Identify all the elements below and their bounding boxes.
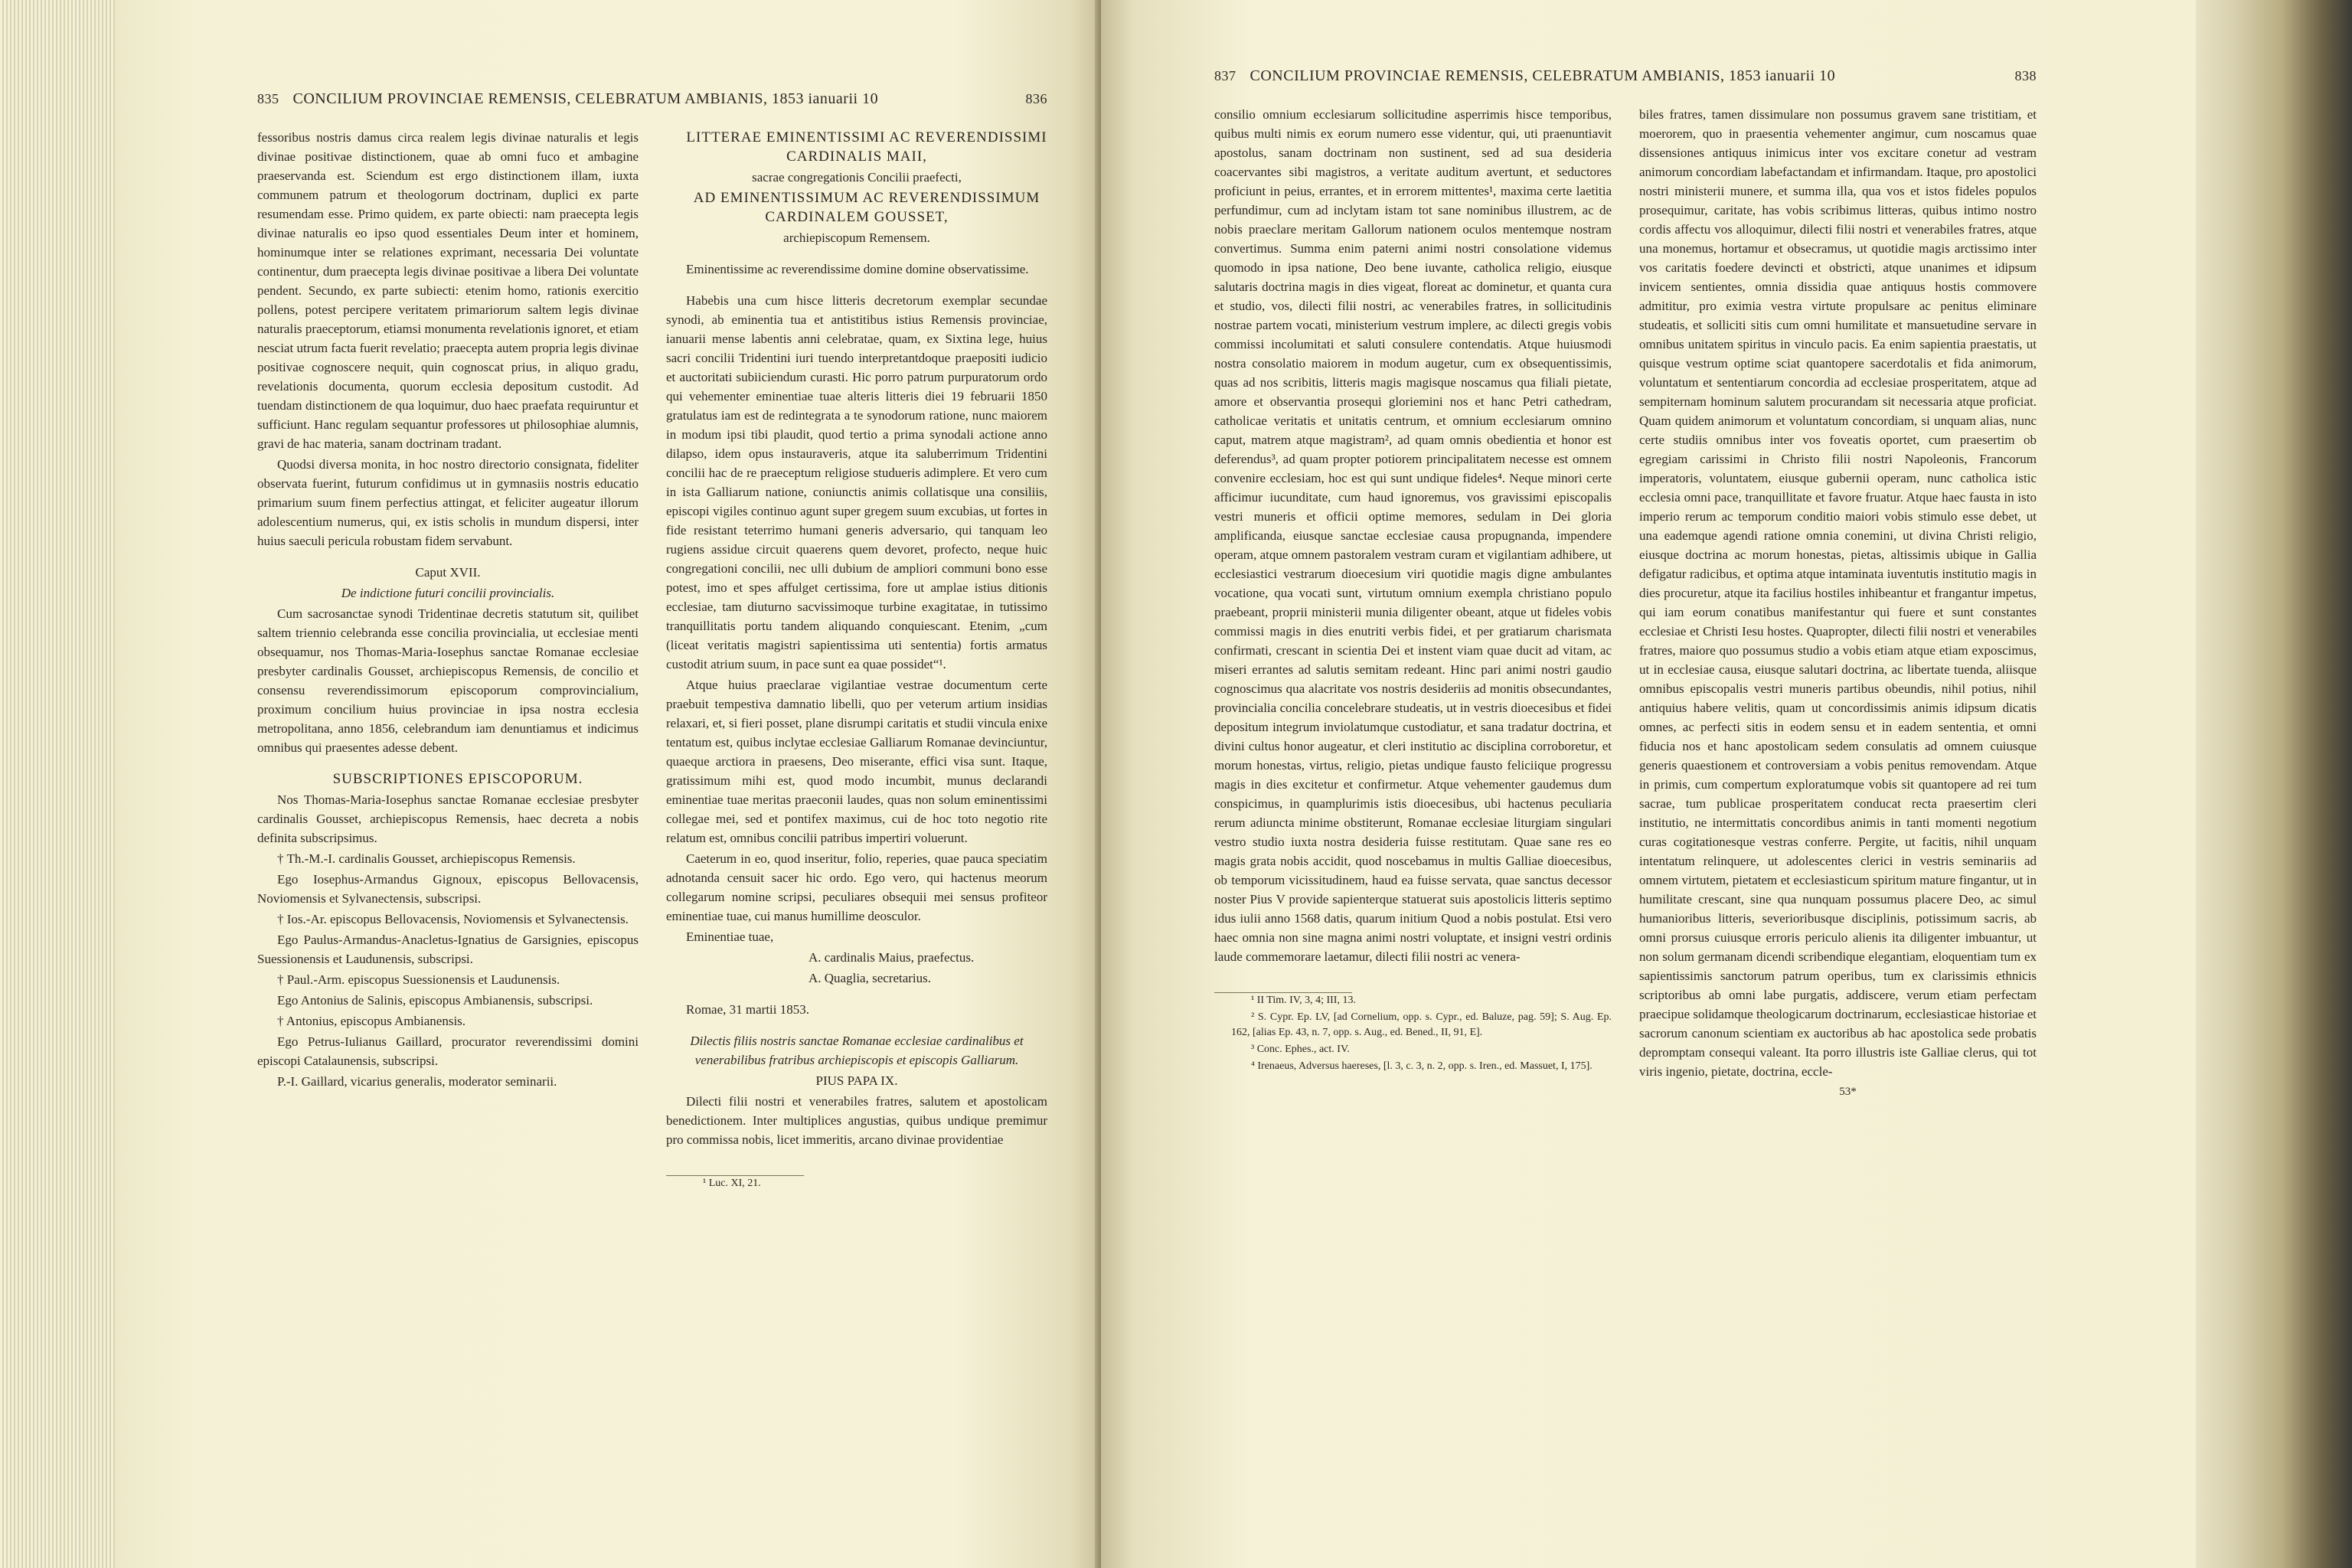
signature: † Th.-M.-I. cardinalis Gousset, archiepiscopus Remensis. xyxy=(277,851,576,866)
paragraph: consilio omnium ecclesiarum sollicitudine asperrimis hisce temporibus, quibus multi nimis ex eorum numero esse videntur, qui, uti praenuntiavit apostolus, sanam doctrinam non sustinent, sed ad sua desideria coacervantes sibi magistros, a veritate auditum avertunt, et seductores proficiunt in peius, errantes, et in errorem mittentes¹, maxima certe laetitia perfundimur, cum ad inclytam istam tot sane nominibus illustrem, ac de nobis praeclare meritam Gallorum nationem oculos mentemque nostram convertimus. Summa enim paterni animi nostri consolatione videmus quomodo in ipsa natione, Deo bene iuvante, catholica religio, eiusque salutaris doctrina magis in dies vigeat, floreat ac dominetur, et quanta cura et studio, vos, dilecti filii nostri, ac venerabiles fratres, in sollicitudinis nostrae partem vocati, ministerium vestrum implere, ac dilecti gregis vobis commissi incolumitati et saluti consulere contendatis. Atque huiusmodi nostra consolatio maiorem in modum augetur, cum ex obsequentissimis, quas ad nos scribitis, litteris magis magisque noscamus qua filiali pietate, amore et observantia prosequi gloriemini nos et hanc Petri cathedram, catholicae veritatis et unitatis centrum, et omnium ecclesiarum omnino caput, matrem atque magistram², ad quam omnis obedientia et honor est deferendus³, ad quam propter potiorem principalitatem necesse est omnem convenire ecclesiam, hoc est qui sunt undique fideles⁴. Neque minori certe afficimur iucunditate, cum haud ignoremus, vos gravissimi episcopalis vestri muneris et officii optime memores, sedulam in Dei gloria amplificanda, eiusque sanctae ecclesiae causa propugnanda, impendere operam, atque omnem pastoralem vestram curam et vigilantiam adhibere, ut ecclesiastici vestrarum dioecesium viri quotidie magis digne ambulantes vocatione, qua vocati sunt, virtutum omnium exempla christiano populo praebeant, proprii ministerii munia diligenter obeant, atque ut fideles vobis commissi magis in dies enutriti verbis fidei, et per gratiarum charismata confirmati, crescant in scientia Dei et instent viam quae ducit ad vitam, ac miseri errantes ad salutis semitam redeant. Hinc pari animi nostri gaudio cognoscimus qua alacritate vos nostris desideriis ad monitis obsecundantes, provincialia concilia concelebrare studeatis, ut in vestris dioecesibus et fidei depositum integrum inviolatumque custodiatur, et sana tradatur doctrina, et divini cultus honor augeatur, et cleri institutio ac disciplina corroboretur, et morum honestas, virtus, religio, pietas undique fausto feliciique progressu magis in dies excitetur et confirmetur. Atque vehementer gaudemus dum conspicimus, in quamplurimis istis dioecesibus, ubi hactenus peculiaria rerum adiuncta minime obstiterunt, Romanae ecclesiae liturgiam singulari vestro studio iuxta nostra desideria fuisse restitutam. Quae sane res eo magis grata nobis accidit, quod noscebamus in multis Galliae dioecesibus, ob temporum vicissitudinem, haud ea fuisse servata, quae sanctus decessor noster Pius V provide sapienterque statuerat suis apostolicis litteris septimo idus iulii anno 1568 datis, quarum initium Quod a nobis postulat. Etsi vero haec omnia non sine magna animi nostri voluptate, et insigni vestri ordinis laude commemorare laetamur, dilecti filii nostri ac venera- xyxy=(1214,107,1612,964)
paragraph: Ego Iosephus-Armandus Gignoux, episcopus Bellovacensis, Noviomensis et Sylvanectensis, subscripsi. xyxy=(257,872,639,906)
page-edges-left xyxy=(0,0,115,1568)
page-number: 838 xyxy=(2014,68,2037,83)
running-title: CONCILIUM PROVINCIAE REMENSIS, CELEBRATUM AMBIANIS, 1853 ianuarii 10 xyxy=(1250,67,1836,84)
column-1 xyxy=(257,128,639,1193)
column-2 xyxy=(1639,105,2037,1103)
running-head-right xyxy=(1214,67,2037,85)
chapter-subheading: De indictione futuri concilii provincialis. xyxy=(341,586,555,600)
footnote: ² S. Cypr. Ep. LV, [ad Cornelium, opp. s. Cypr., ed. Baluze, pag. 59]; S. Aug. Ep. 162, [alias Ep. 43, n. 7, opp. s. Aug., ed. Bened., II, 91, E]. xyxy=(1231,1011,1612,1038)
chapter-heading: Caput XVII. xyxy=(415,565,481,580)
two-column-text xyxy=(1214,105,2037,1103)
page-number: 835 xyxy=(257,91,279,106)
closing: Eminentiae tuae, xyxy=(686,929,774,944)
column-2 xyxy=(666,128,1047,1193)
paragraph: Ego Antonius de Salinis, episcopus Ambianensis, subscripsi. xyxy=(277,993,593,1008)
signature-mark: 53* xyxy=(1839,1086,1857,1098)
page-number: 837 xyxy=(1214,68,1236,83)
signature: † Paul.-Arm. episcopus Suessionensis et Laudunensis. xyxy=(277,972,560,987)
letter-subheading: archiepiscopum Remensem. xyxy=(783,230,930,245)
paragraph: Cum sacrosanctae synodi Tridentinae decretis statutum sit, quilibet saltem triennio celebranda esse concilia provincialia, ut ecclesiae menti obsequamur, nos Thomas-Maria-Iosephus sanctae Romanae ecclesiae presbyter cardinalis Gousset, archiepiscopus Remensis, de concilio et consensu reverendissimorum episcoporum comprovincialium, proximum concilium huius provinciae in ipsa nostra ecclesia metropolitana, anno 1856, celebrandum iam denuntiamus et indicimus omnibus qui praesentes adesse debent. xyxy=(257,606,639,755)
dedication: Dilectis filiis nostris sanctae Romanae ecclesiae cardinalibus et venerabilibus fratribus archiepiscopis et episcopis Galliarum. xyxy=(690,1034,1024,1067)
letter-heading: LITTERAE EMINENTISSIMI AC REVERENDISSIMI CARDINALIS MAII, xyxy=(686,129,1047,165)
paragraph: Nos Thomas-Maria-Iosephus sanctae Romanae ecclesiae presbyter cardinalis Gousset, archiepiscopus Remensis, haec decreta a nobis definita subscripsimus. xyxy=(257,792,639,845)
left-page xyxy=(115,0,1101,1568)
column-1 xyxy=(1214,105,1612,1103)
footnote: ⁴ Irenaeus, Adversus haereses, [l. 3, c. 3, n. 2, opp. s. Iren., ed. Massuet, I, 175]. xyxy=(1251,1060,1592,1072)
right-page xyxy=(1101,0,2196,1568)
letter-heading: AD EMINENTISSIMUM AC REVERENDISSIMUM CARDINALEM GOUSSET, xyxy=(693,190,1040,225)
footnote: ³ Conc. Ephes., act. IV. xyxy=(1251,1044,1350,1055)
paragraph: biles fratres, tamen dissimulare non possumus gravem sane tristitiam, et moerorem, quo in praesentia vehementer angimur, cum noscamus quae dissensiones antiquus inimicus inter vos excitare conetur ad vestram animorum concordiam labefactandam et infirmandam. Itaque, pro apostolici nostri ministerii munere, et summa illa, qua vos et istos fideles populos prosequimur, caritate, has vobis scribimus litteras, quibus intimo nostro cordis affectu vos alloquimur, dilecti filii nostri et venerabiles fratres, atque una monemus, hortamur et obsecramus, ut quotidie magis arctissimo inter vos caritatis foedere devincti et obstricti, atque unanimes et idipsum invicem sentientes, omnia dissidia quae antiquus hostis commovere admititur, pro eximia vestra virtute propulsare ac penitus eliminare studeatis, et solliciti sitis cum omni humilitate et mansuetudine servare in omnibus unitatem spiritus in vinculo pacis. Ea enim sapientia praestatis, ut quisque vestrum optime sciat quantopere sacerdotalis et fida animorum, voluntatum et sententiarum concordia ad ecclesiae prosperitatem, atque ad sempiternam hominum salutem procurandam sit necessaria atque proficiat. Quam quidem animorum et voluntatum concordiam, si unquam alias, nunc certe studiis omnibus inter vos foveatis oportet, cum praesertim ob egregiam carissimi in Christo filii nostri Napoleonis, Francorum imperatoris, voluntatem, eiusque gubernii operam, nunc catholica istic ecclesia omni pace, tranquillitate et favore fruatur. Atque haec fausta in isto imperio rerum ac temporum conditio maiori vobis stimulo esse debet, ut una eademque agendi ratione omnia conemini, ut divina Christi religio, eiusque doctrina ac morum honestas, pietas, altissimis ubique in Gallia defigatur radicibus, et optima atque intaminata iuventutis institutio magis in dies procuretur, atque ita facilius hostiles inhibeantur et frangantur impetus, qui iam eorum conatibus manifestantur qui fuere et sunt constantes ecclesiae et Christi Iesu hostes. Quapropter, dilecti filii nostri et venerabiles fratres, maiore quo possumus studio a vobis etiam atque etiam exposcimus, ut in ecclesiae causa, eiusque salutari doctrina, ac libertate tuenda, aliisque omnibus episcopalis vestri muneris partibus obeundis, nihil potius, nihil antiquius habere velitis, quam ut concordissimis animis idipsum dicatis omnes, ac perfecti sitis in eodem sensu et in eadem sententia, et omni fiducia nos et hanc apostolicam sedem consulatis ad omnem cuiusque generis quaestionem et controversiam a vobis penitus removendam. Atque in primis, cum compertum exploratumque vobis sit quantopere ad rei tum sacrae, tum publicae prosperitatem conducat recta praesertim cleri institutio, ne intermittatis concordibus animis in tanti momenti negotium curas cogitationesque vestras conferre. Pergite, ut facitis, nihil unquam intentatum relinquere, ut adolescentes clerici in vestris seminariis ad omnem virtutem, pietatem et ecclesiasticum spiritum mature fingantur, ut in humilitate crescant, sine qua nunquam possumus placere Deo, ac simul humanioribus litteris, severioribusque disciplinis, potissimum sacris, ab omni prorsus cuiusque erroris periculo alienis ita diligenter imbuantur, ut non solum germanam dicendi scribendique elegantiam, eloquentiam tum ex sapientissimis sanctorum patrum operibus, tum ex clarissimis ethnicis scriptoribus ab omni labe purgatis, addiscere, verum etiam perfectam praecipue solidamque theologicarum doctrinarum, ecclesiasticae historiae et sacrorum canonum scientiam ex auctoribus ab hac apostolica sede probatis depromptam consequi valeant. Ita porro illustris iste Galliae clerus, qui tot viris ingenio, pietate, doctrina, eccle- xyxy=(1639,107,2037,1079)
letter-subheading: sacrae congregationis Concilii praefecti, xyxy=(752,170,962,185)
signature: † Antonius, episcopus Ambianensis. xyxy=(277,1014,466,1028)
footnote: ¹ Luc. XI, 21. xyxy=(703,1178,761,1189)
date-line: Romae, 31 martii 1853. xyxy=(686,1002,810,1017)
signature: P.-I. Gaillard, vicarius generalis, moderator seminarii. xyxy=(277,1074,557,1089)
running-title: CONCILIUM PROVINCIAE REMENSIS, CELEBRATUM AMBIANIS, 1853 ianuarii 10 xyxy=(292,90,879,107)
paragraph: fessoribus nostris damus circa realem legis divinae naturalis et legis divinae positivae distinctionem, quae ab omni fuco et ambagine praeservanda est. Sciendum est ergo distinctionem illam, iuxta communem patrum et theologorum doctrinam, duplici ex parte resumendam esse. Primo quidem, ex parte obiecti: nam praecepta legis divinae naturalis eo ipso quod essentiales Deum inter et hominem, hominumque inter se relationes exprimant, necessaria Dei voluntate continentur, dum praecepta legis divinae positivae a libera Dei voluntate pendent. Secundo, ex parte subiecti: etenim homo, rationis exercitio pollens, potest percipere veritatem primariorum saltem legis divinae naturalis praeceptorum, etiamsi monumenta revelationis ignoret, et etiam nesciat utrum facta fuerit revelatio; praecepta autem propria legis divinae positivae cognoscere nequit, quin cognoscat prius, in aliquo gradu, revelationis documenta, quorum ecclesia depositum custodit. Ad tuendam distinctionem de qua loquimur, duo haec praefata requiruntur et sufficiunt. Hanc regulam sequantur professores ut philosophiae alumnis, gravi de hac materia, sanam doctrinam tradant. xyxy=(257,130,639,451)
section-heading: SUBSCRIPTIONES EPISCOPORUM. xyxy=(332,771,583,787)
paragraph: Ego Petrus-Iulianus Gaillard, procurator reverendissimi domini episcopi Catalaunensis, subscripsi. xyxy=(257,1034,639,1068)
footnote: ¹ II Tim. IV, 3, 4; III, 13. xyxy=(1251,995,1356,1006)
paragraph: Dilecti filii nostri et venerabiles fratres, salutem et apostolicam benedictionem. Inter multiplices angustias, quibus undique premimur pro commissa nobis, licet immeritis, arcano divinae providentiae xyxy=(666,1094,1047,1147)
pope-heading: PIUS PAPA IX. xyxy=(815,1073,898,1088)
two-column-text xyxy=(257,128,1047,1193)
salutation: Eminentissime ac reverendissime domine domine observatissime. xyxy=(686,262,1029,276)
running-head-left xyxy=(257,90,1047,108)
paragraph: Atque huius praeclarae vigilantiae vestrae documentum certe praebuit tempestiva damnatio libelli, quo per veterum artium insidias relaxari, et, si fieri posset, plane disrumpi caritatis et studii vincula enixe tentatum est, quibus inclytae ecclesiae Galliarum Romanae devinciuntur, quaeque arctiora in praesens, Deo miserante, effici visa sunt. Itaque, gratissimum mihi est, quod modo incumbit, munus declarandi eminentiae tuae meritas praeconii laudes, quas non solum eminentissimi collegae mei, sed et pontifex maximus, cui de hoc toto negotio rite relatum est, omnibus concilii patribus impertiri voluerunt. xyxy=(666,678,1047,845)
page-edges-right xyxy=(2196,0,2352,1568)
closing-signature: A. cardinalis Maius, praefectus. xyxy=(808,950,975,965)
signature: † Ios.-Ar. episcopus Bellovacensis, Noviomensis et Sylvanectensis. xyxy=(277,912,629,926)
paragraph: Habebis una cum hisce litteris decretorum exemplar secundae synodi, ab eminentia tua et antistitibus istius Remensis provinciae, ianuarii mense labentis anni celebratae, quam, ex Sixtina lege, huius sacri concilii Tridentini iuri tuendo interpretantdoque praepositi iudicio et auctoritati subiiciendum curasti. Hic porro patrum purpuratorum ordo qui vehementer eminentiae tuae alteris litteris diei 19 februarii 1850 gratulatus iam est de redintegrata a te synodorum ratione, nunc maiorem in modum ipsi tibi plaudit, quod tertio a prima synodali actione anno dilapso, idem opus instauraveris, atque ita saluberrimum Tridentini concilii hac de re praeceptum religiose studueris adimplere. Et vero cum in ista Galliarum natione, coniunctis animis collatisque una consiliis, episcopi vigiles continuo agunt super gregem suum excubias, ut fortes in fide resistant teterrimo humani generis adversario, qui tanquam leo rugiens assidue circuit quaerens quem devoret, profecto, neque huic congregationi concilii, nec ulli dubium de ampliori communi bono esse potest, imo et spes affulget certissima, fore ut amplae istius ditionis ecclesiae, tam diuturno sacvissimoque turbine exagitatae, in tutissimo tranquillitatis portu tandem aliquando conquiescant. Etenim, „cum (liceat veritatis magistri sapientissima uti sententia) fortis armatus custodit atrium suum, in pace sunt ea quae possidet“¹. xyxy=(666,293,1047,671)
closing-signature: A. Quaglia, secretarius. xyxy=(808,971,932,985)
paragraph: Caeterum in eo, quod inseritur, folio, reperies, quae pauca speciatim adnotanda censuit sacer hic ordo. Ego vero, qui hactenus meorum collegarum nomine scripsi, peculiares obsequii mei sensus profiteor eminentiae tuae, cui manus humillime deosculor. xyxy=(666,851,1047,923)
paragraph: Ego Paulus-Armandus-Anacletus-Ignatius de Garsignies, episcopus Suessionensis et Laudunensis, subscripsi. xyxy=(257,933,639,966)
page-number: 836 xyxy=(1025,91,1047,106)
paragraph: Quodsi diversa monita, in hoc nostro directorio consignata, fideliter observata fuerint, futurum confidimus ut in gymnasiis nostris educatio primarium suum finem perfectius attingat, et feliciter augeatur illorum adolescentium numerus, qui, ex istis scholis in mundum dispersi, inter huius saeculi pericula robustam fidem servabunt. xyxy=(257,457,639,548)
